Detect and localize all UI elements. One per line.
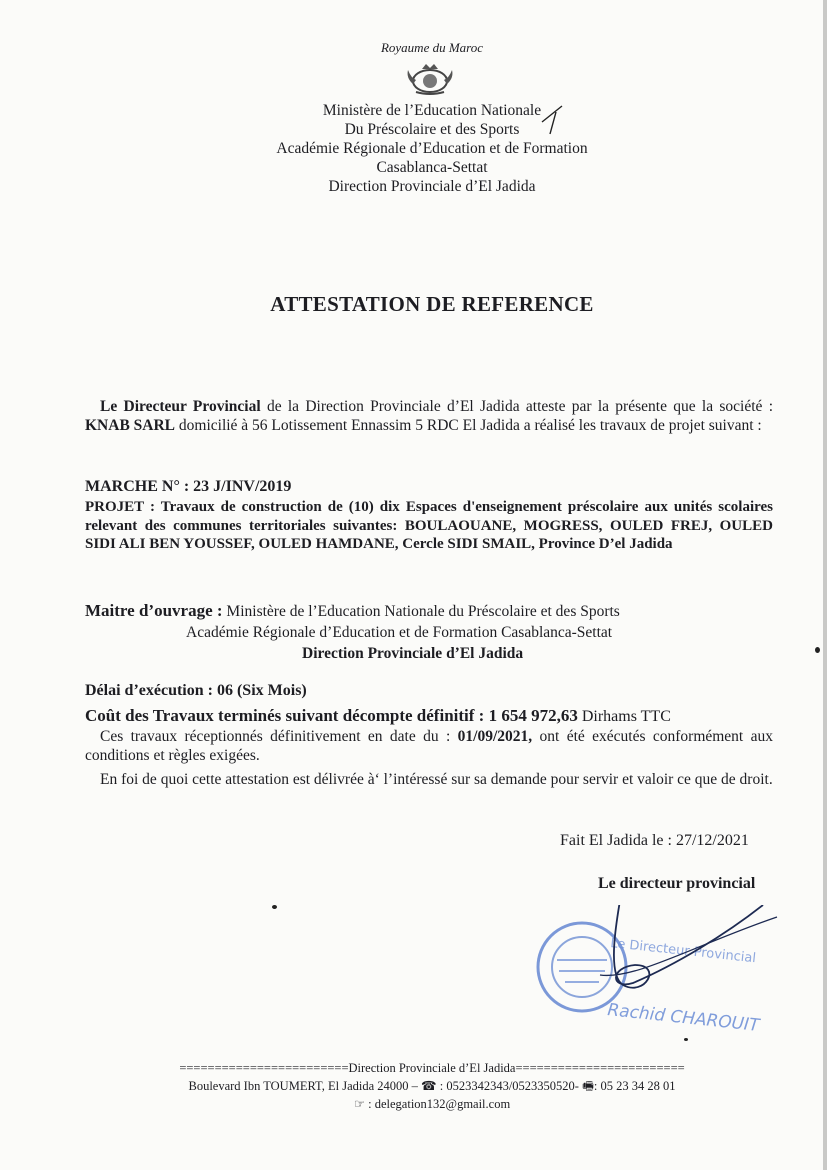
- ministry-block: [0, 101, 827, 196]
- travaux-text: Ces travaux réceptionnés définitivement en date du :: [100, 728, 458, 745]
- stamp-role-text: Le Directeur Provincial: [609, 936, 757, 967]
- scan-speck: [815, 647, 820, 653]
- company-name: KNAB SARL: [85, 417, 176, 434]
- intro-text: de la Direction Provinciale d’El Jadida atteste par la présente que la société :: [260, 398, 773, 415]
- cout-travaux: [85, 706, 671, 726]
- director-label: Le Directeur Provincial: [100, 398, 261, 415]
- en-foi-paragraph: En foi de quoi cette attestation est délivrée à‘ l’intéressé sur sa demande pour servir et valoir ce que de droit.: [100, 771, 773, 788]
- maitre-ouvrage-block: [85, 600, 785, 664]
- stamp-name-text: Rachid CHAROUIT: [606, 1000, 761, 1036]
- delai-execution: Délai d’exécution : 06 (Six Mois): [85, 682, 307, 699]
- ministry-line: Académie Régionale d’Education et de Formation: [276, 140, 588, 157]
- travaux-text-end: ont été exécutés conformément aux conditions et règles exigées.: [85, 728, 773, 764]
- travaux-paragraph: [85, 727, 773, 765]
- ministry-line: Direction Provinciale d’El Jadida: [328, 178, 536, 195]
- cout-amount: 1 654 972,63: [488, 706, 578, 725]
- marche-number: MARCHE N° : 23 J/INV/2019: [85, 478, 292, 495]
- ministry-line: Casablanca-Settat: [376, 159, 488, 176]
- official-stamp-signature: [515, 905, 785, 1045]
- cout-currency: Dirhams TTC: [577, 708, 671, 725]
- maitre-line3: Direction Provinciale d’El Jadida: [302, 645, 524, 662]
- fait-date: Fait El Jadida le : 27/12/2021: [560, 832, 749, 849]
- signatory-title: Le directeur provincial: [598, 875, 756, 892]
- maitre-line2: Académie Régionale d’Education et de Formation Casablanca-Settat: [186, 624, 613, 641]
- footer-email: ☞ : delegation132@gmail.com: [353, 1097, 511, 1111]
- maitre-label: Maitre d’ouvrage :: [85, 601, 223, 620]
- intro-paragraph: [85, 397, 773, 435]
- pen-mark-icon: [540, 102, 564, 136]
- intro-text-end: domicilié à 56 Lotissement Ennassim 5 RDC El Jadida a réalisé les travaux de projet suivant :: [175, 417, 762, 434]
- moroccan-coat-of-arms-icon: [402, 60, 458, 96]
- maitre-line1: Ministère de l’Education Nationale du Préscolaire et des Sports: [222, 603, 620, 620]
- cout-label: Coût des Travaux terminés suivant décompte définitif :: [85, 706, 489, 725]
- footer: [0, 1059, 827, 1113]
- kingdom-heading: Royaume du Maroc: [380, 40, 484, 55]
- ministry-line: Ministère de l’Education Nationale: [322, 102, 542, 119]
- document-title: ATTESTATION DE REFERENCE: [270, 292, 594, 316]
- scan-speck: [684, 1038, 688, 1041]
- ministry-line: Du Préscolaire et des Sports: [344, 121, 520, 138]
- projet-description: PROJET : Travaux de construction de (10) dix Espaces d'enseignement préscolaire aux unités scolaires relevant des communes territoriales suivantes: BOULAOUANE, MOGRESS, OULED FREJ, OULED SIDI ALI BEN YOUSSEF, OULED HAMDANE, Cercle SIDI SMAIL, Province D’el Jadida: [85, 499, 773, 552]
- scan-speck: [272, 905, 277, 909]
- reception-date: 01/09/2021,: [457, 728, 533, 745]
- footer-line: ========================Direction Provinciale d’El Jadida========================: [179, 1061, 685, 1075]
- footer-address: Boulevard Ibn TOUMERT, El Jadida 24000 – ☎ : 0523342343/0523350520- 🖷: 05 23 34 28 01: [188, 1079, 676, 1093]
